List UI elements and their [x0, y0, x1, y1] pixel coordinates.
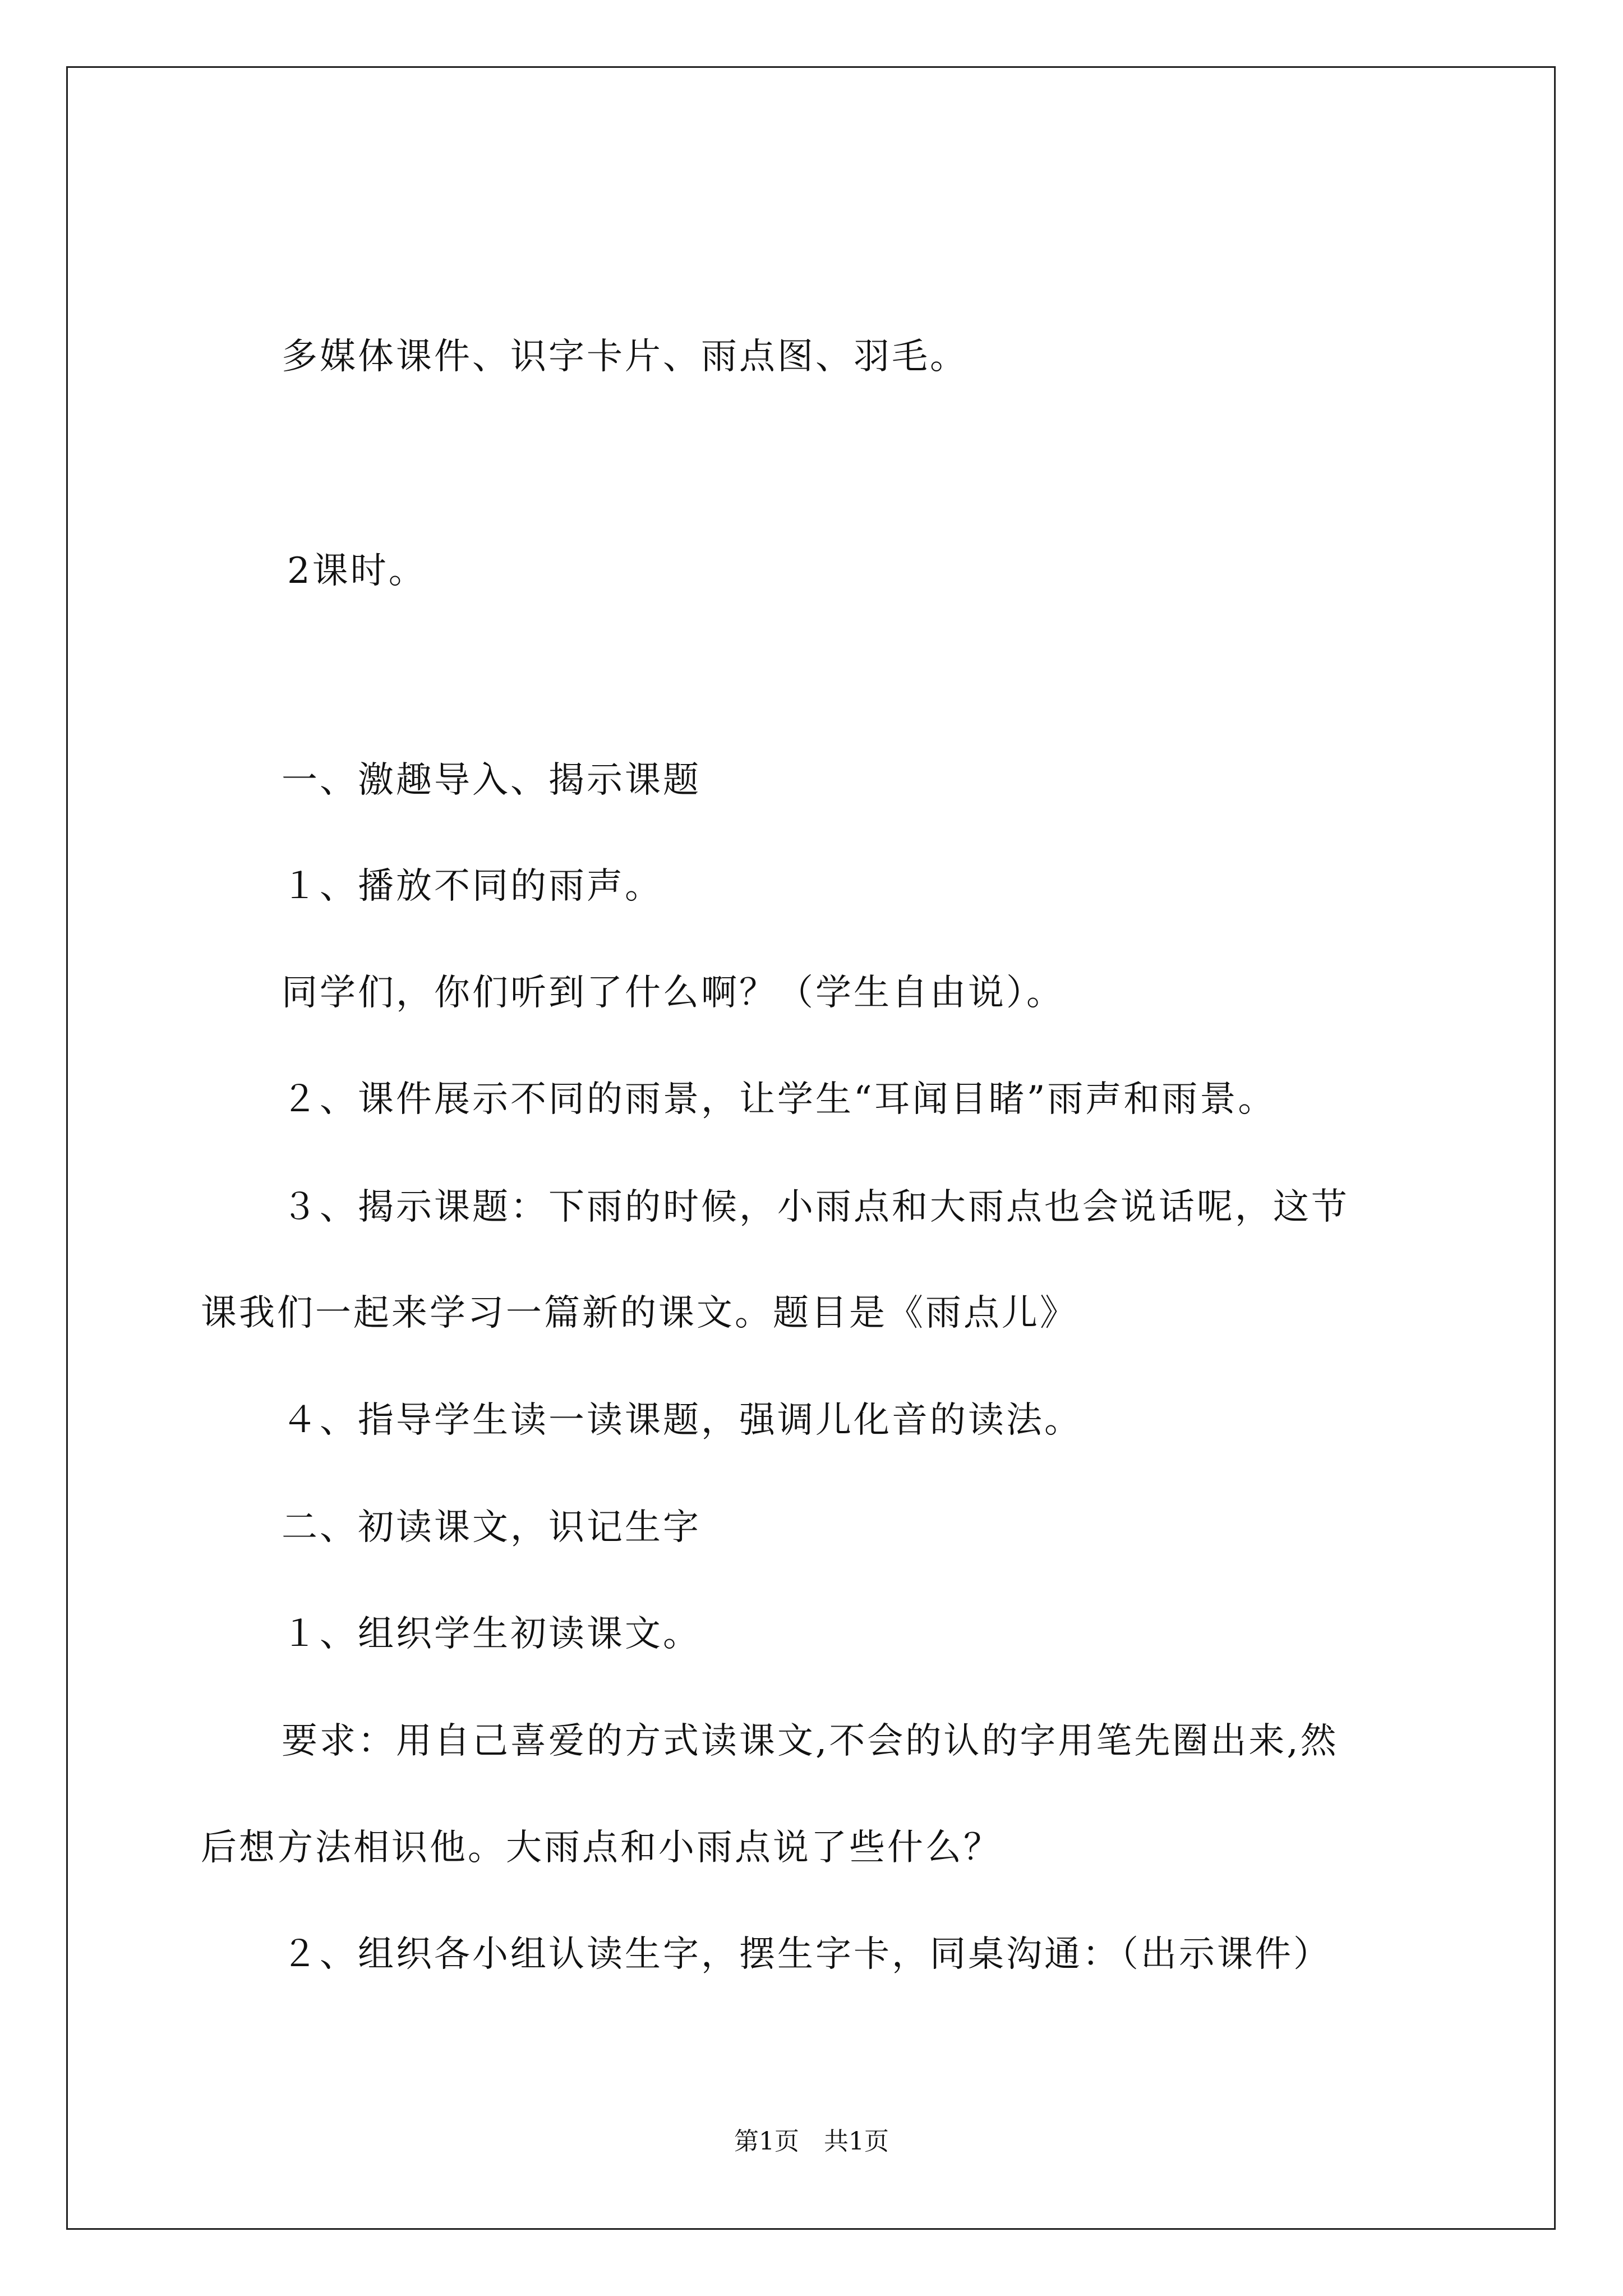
text-line-step-2: ２、课件展示不同的雨景，让学生“耳闻目睹”雨声和雨景。 [282, 1079, 1276, 1120]
section-heading-2: 二、初读课文，识记生字 [282, 1507, 701, 1548]
text-line-step-3-cont: 课我们一起来学习一篇新的课文。题目是《雨点儿》 [201, 1292, 1078, 1334]
text-line-read-step-1: １、组织学生初读课文。 [282, 1613, 701, 1655]
section-heading-1: 一、激趣导入、揭示课题 [282, 760, 701, 801]
text-line-step-1: １、播放不同的雨声。 [282, 866, 663, 907]
page-footer: 第1页 共1页 [734, 2127, 889, 2156]
text-line-class-hours: 2课时。 [287, 550, 427, 592]
text-line-step-3: ３、揭示课题：下雨的时候，小雨点和大雨点也会说话呢，这节 [282, 1186, 1349, 1228]
text-line-step-4: ４、指导学生读一读课题，强调儿化音的读法。 [282, 1400, 1082, 1441]
text-line-read-step-2: ２、组织各小组认读生字，摆生字卡，同桌沟通：（出示课件） [282, 1934, 1331, 1975]
text-line-requirement: 要求：用自己喜爱的方式读课文,不会的认的字用笔先圈出来,然 [282, 1720, 1339, 1762]
text-line-question: 同学们，你们听到了什么啊？（学生自由说）。 [282, 972, 1064, 1014]
text-line-materials: 多媒体课件、识字卡片、雨点图、羽毛。 [282, 336, 968, 378]
text-line-requirement-cont: 后想方法相识他。大雨点和小雨点说了些什么？ [201, 1827, 1002, 1869]
page-border [66, 66, 1556, 2230]
